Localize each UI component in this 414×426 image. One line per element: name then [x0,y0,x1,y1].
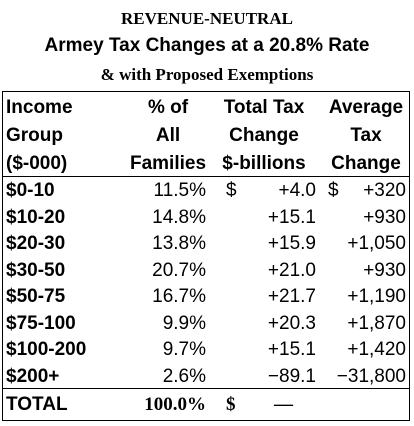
row-avg-change: +930 [363,207,406,228]
row-income-group: $0-10 [6,180,55,201]
header-average: Average [328,97,404,118]
row-pct-families: 13.8% [152,233,206,254]
row-avg-change: +1,870 [347,313,406,334]
row-pct-families: 2.6% [162,366,206,387]
total-value: — [274,394,293,415]
row-total-change: +15.1 [267,207,316,228]
row-pct-families: 9.7% [162,339,206,360]
header-avg-change: Change [331,153,401,174]
row-avg-change: +930 [363,260,406,281]
row-total-change: +4.0 [278,180,316,201]
header-total-tax: Total Tax [223,97,305,118]
header-tax: Tax [350,125,382,146]
header-pct-of: % of [147,97,189,118]
title-armey-tax-changes: Armey Tax Changes at a 20.8% Rate [44,35,370,56]
row-avg-change: +1,050 [347,233,406,254]
row-pct-families: 11.5% [153,180,206,201]
row-income-group: $50-75 [6,286,66,307]
header-units: ($-000) [6,153,68,174]
header-all: All [155,125,181,146]
row-income-group: $30-50 [6,260,66,281]
row-avg-change: +1,420 [347,339,406,360]
header-billions: $-billions [222,153,306,174]
row-pct-families: 14.8% [152,207,206,228]
header-change: Change [229,125,299,146]
row-avg-change: +320 [363,180,406,201]
total-label: TOTAL [6,394,68,415]
row-avg-currency: $ [328,180,339,201]
row-income-group: $20-30 [6,233,66,254]
row-avg-change: −31,800 [336,366,406,387]
row-income-group: $10-20 [6,207,66,228]
row-avg-change: +1,190 [347,286,406,307]
row-income-group: $75-100 [6,313,76,334]
row-total-change: +15.1 [267,339,316,360]
row-total-change: +21.7 [267,286,316,307]
header-income: Income [6,97,73,118]
row-income-group: $200+ [6,366,60,387]
row-total-change: −89.1 [267,366,316,387]
header-divider [2,176,410,177]
row-total-currency: $ [226,180,237,201]
total-pct: 100.0% [144,394,206,415]
total-currency: $ [226,394,236,415]
row-total-change: +21.0 [267,260,316,281]
row-total-change: +15.9 [267,233,316,254]
header-families: Families [129,153,207,174]
row-pct-families: 9.9% [162,313,206,334]
row-pct-families: 16.7% [152,286,206,307]
header-group: Group [6,125,63,146]
title-revenue-neutral: REVENUE-NEUTRAL [121,9,293,28]
row-total-change: +20.3 [267,313,316,334]
row-pct-families: 20.7% [152,260,206,281]
title-proposed-exemptions: & with Proposed Exemptions [100,65,314,84]
row-income-group: $100-200 [6,339,87,360]
